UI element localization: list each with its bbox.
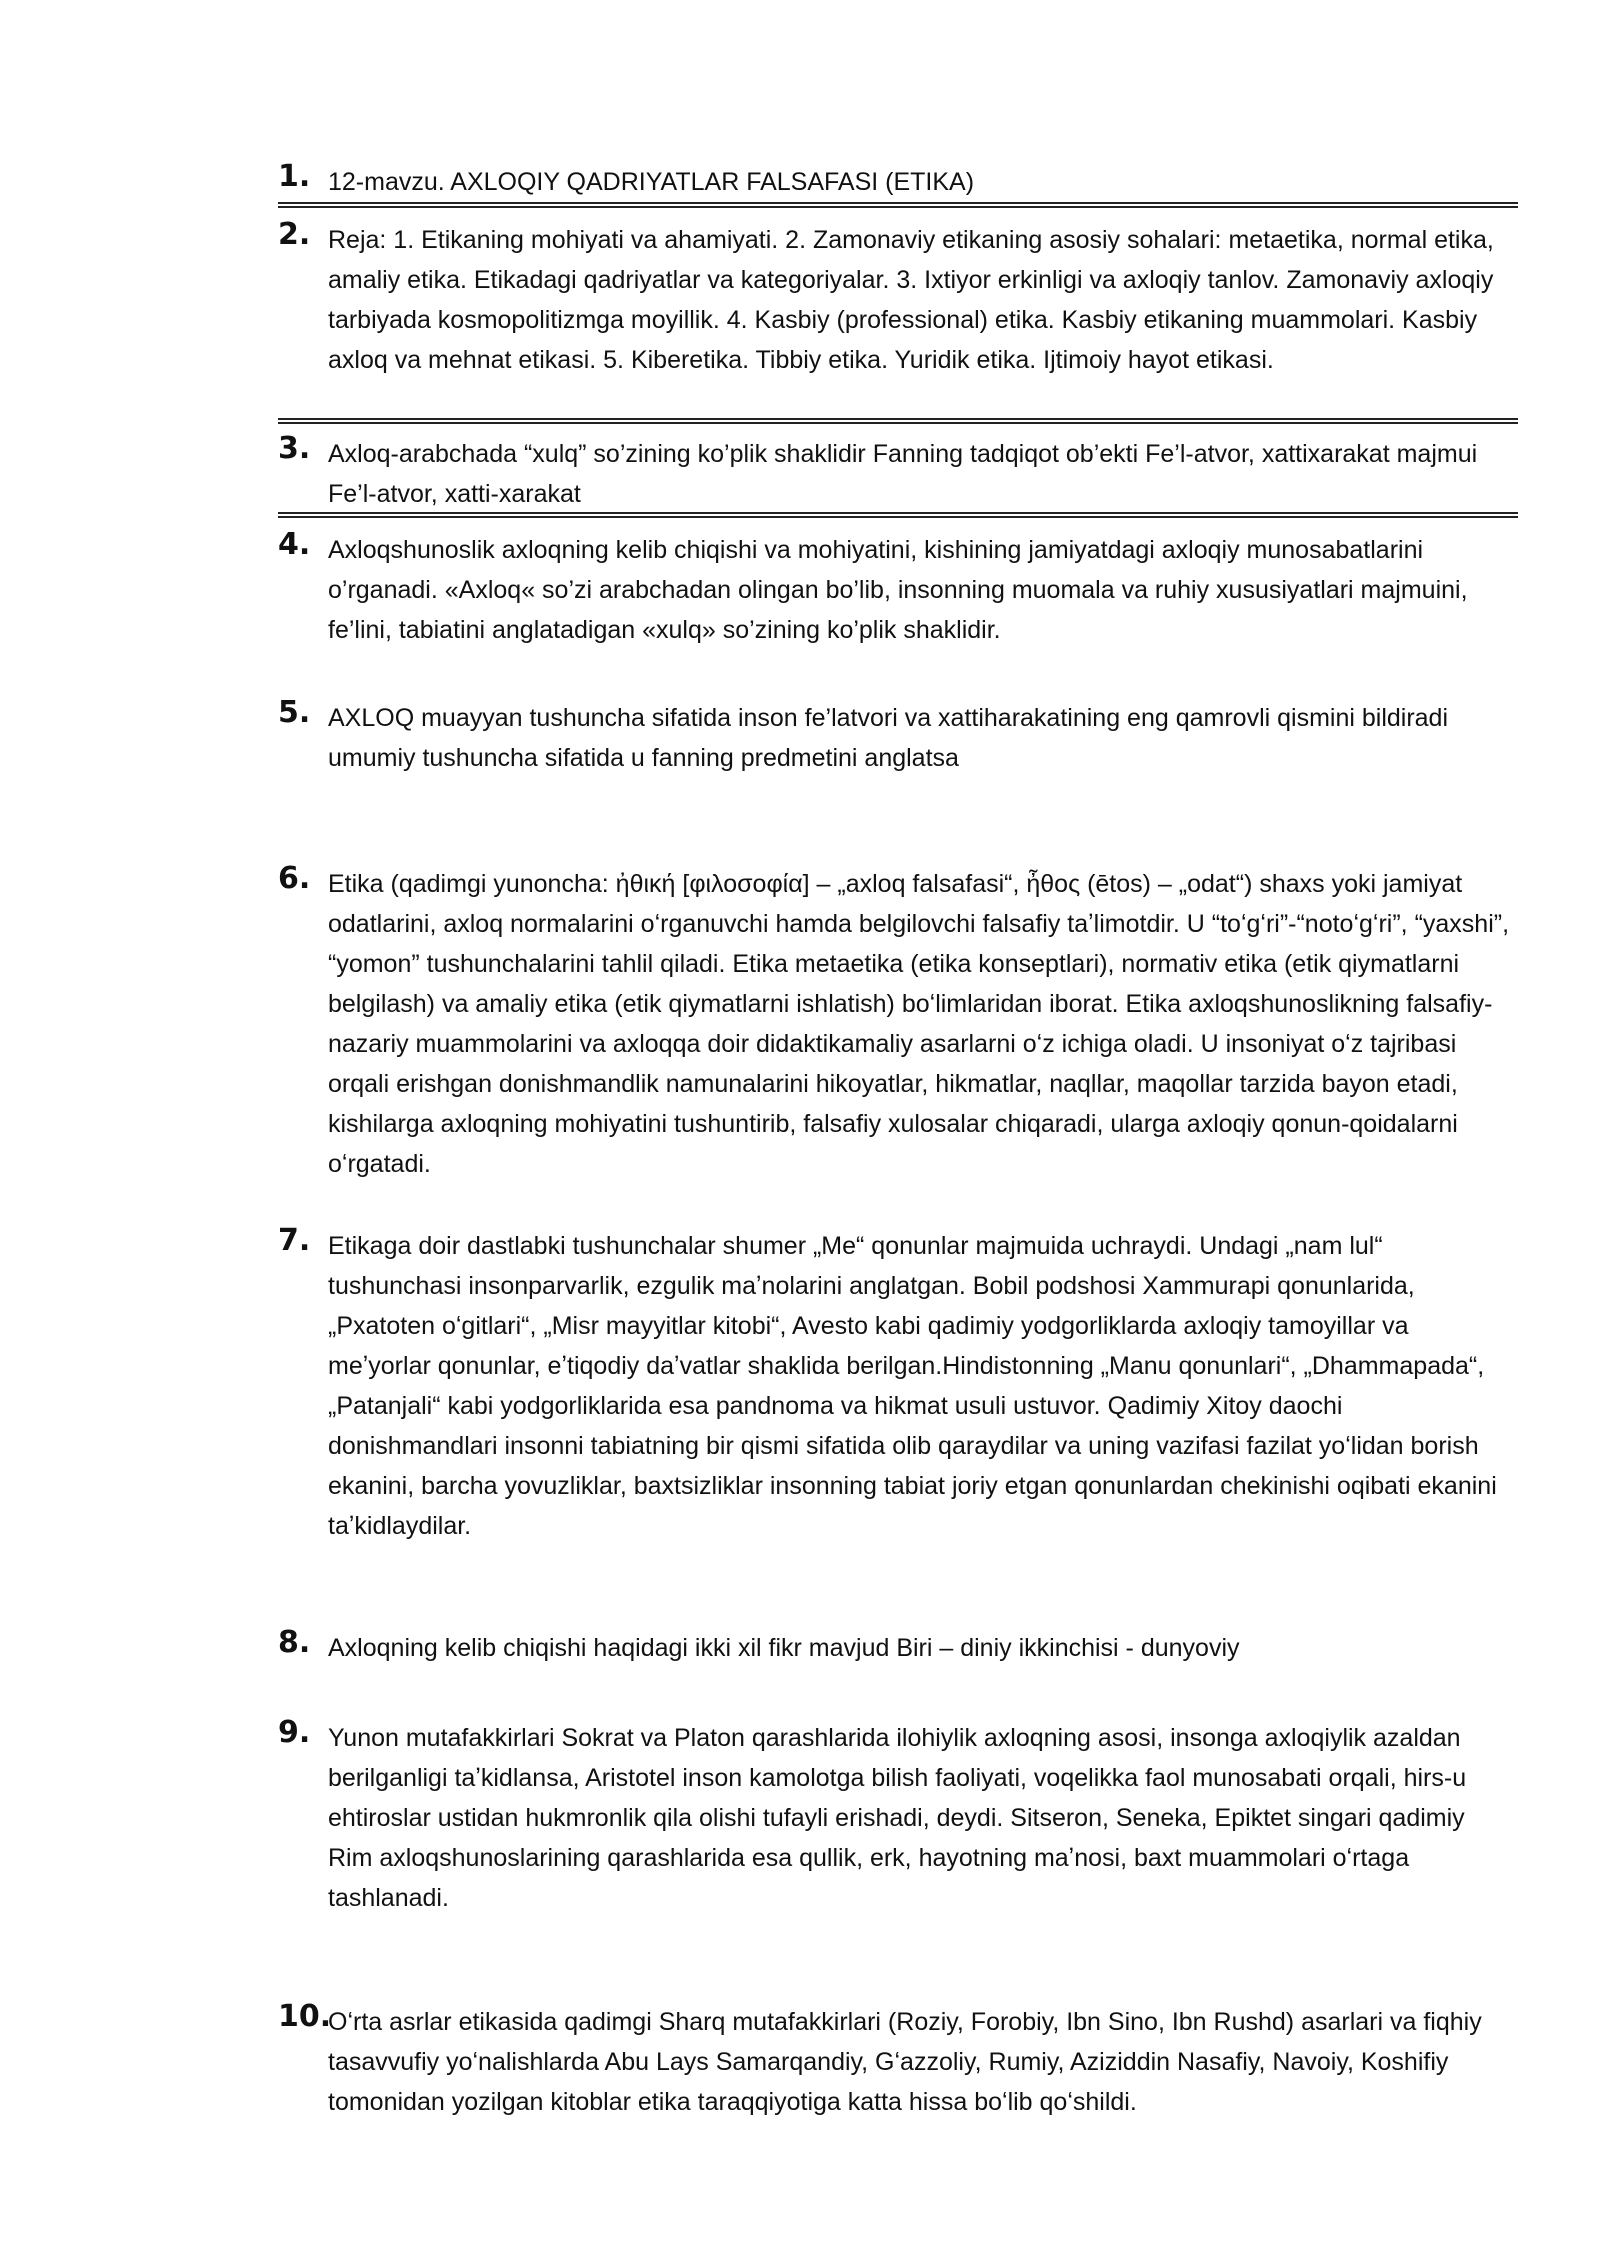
item-number: 8. [278,1625,311,1660]
item-text: Reja: 1. Etikaning mohiyati va ahamiyati. 2. Zamonaviy etikaning asosiy sohalari: metaetika, normal etika, amaliy etika. Etikadagi qadriyatlar va kategoriyalar. 3. Ixtiyor erkinligi va axloqiy tanlov. Zamonaviy axloqiy tarbiyada kosmopolitizmga moyillik. 4. Kasbiy (professional) etika. Kasbiy etikaning muammolari. Kasbiy axloq va mehnat etikasi. 5. Kiberetika. Tibbiy etika. Yuridik etika. Ijtimoiy hayot etikasi. [328,226,1494,374]
item-number: 9. [278,1715,311,1750]
double-rule-separator [278,512,1518,518]
item-text: Oʻrta asrlar etikasida qadimgi Sharq mutafakkirlari (Roziy, Forobiy, Ibn Sino, Ibn Rushd) asarlari va fiqhiy tasavvufiy yoʻnalishlarda Abu Lays Samarqandiy, Gʻazzoliy, Rumiy, Aziziddin Nasafiy, Navoiy, Koshifiy tomonidan yozilgan kitoblar etika taraqqiyotiga katta hissa boʻlib qoʻshildi. [328,2008,1482,2116]
item-number: 3. [278,431,311,466]
item-text: Yunon mutafakkirlari Sokrat va Platon qarashlarida ilohiylik axloqning asosi, insonga axloqiylik azaldan berilganligi taʼkidlansa, Aristotel inson kamolotga bilish faoliyati, voqelikka faol munosabati orqali, hirs-u ehtiroslar ustidan hukmronlik qila olishi tufayli erishadi, deydi. Sitseron, Seneka, Epiktet singari qadimiy Rim axloqshunoslarining qarashlarida esa qullik, erk, hayotning maʼnosi, baxt muammolari oʻrtaga tashlanadi. [328,1724,1467,1912]
item-text: Etikaga doir dastlabki tushunchalar shumer „Me“ qonunlar majmuida uchraydi. Undagi „nam lul“ tushunchasi insonparvarlik, ezgulik maʼnolarini anglatgan. Bobil podshosi Xammurapi qonunlarida, „Pxatoten oʻgitlari“, „Misr mayyitlar kitobi“, Avesto kabi qadimiy yodgorliklarda axloqiy tamoyillar va meʼyorlar qonunlar, eʼtiqodiy daʼvatlar shaklida berilgan.Hindistonning „Manu qonunlari“, „Dhammapada“, „Patanjali“ kabi yodgorliklarida esa pandnoma va hikmat usuli ustuvor. Qadimiy Xitoy daochi donishmandlari insonni tabiatning bir qismi sifatida olib qaraydilar va uning vazifasi fazilat yoʻlidan borish ekanini, barcha yovuzliklar, baxtsizliklar insonning tabiat joriy etgan qonunlardan chekinishi oqibati ekanini taʼkidlaydilar. [328,1232,1497,1540]
item-number: 1. [278,159,311,194]
item-number: 10. [278,1999,332,2034]
item-text: Axloqning kelib chiqishi haqidagi ikki xil fikr mavjud Biri – diniy ikkinchisi - dunyoviy [328,1634,1240,1662]
item-number: 5. [278,695,311,730]
item-number: 4. [278,527,311,562]
item-number: 6. [278,861,311,896]
item-text: AXLOQ muayyan tushuncha sifatida inson fe’latvori va xattiharakatining eng qamrovli qismini bildiradi umumiy tushuncha sifatida u fanning predmetini anglatsa [328,704,1449,772]
item-text: Axloq-arabchada “xulq” so’zining ko’plik shaklidir Fanning tadqiqot ob’ekti Fe’l-atvor, xattixarakat majmui Fe’l-atvor, xatti-xarakat [328,440,1478,508]
double-rule-separator [278,418,1518,424]
item-number: 2. [278,217,311,252]
item-text: Axloqshunoslik axloqning kelib chiqishi va mohiyatini, kishining jamiyatdagi axloqiy munosabatlarini o’rganadi. «Axloq« so’zi arabchadan olingan bo’lib, insonning muomala va ruhiy xususiyatlari majmuini, fe’lini, tabiatini anglatadigan «xulq» so’zining ko’plik shaklidir. [328,536,1468,644]
item-text: 12-mavzu. AXLOQIY QADRIYATLAR FALSAFASI (ETIKA) [328,168,975,196]
item-text: Etika (qadimgi yunoncha: ἠθική [φιλοσοφία] – „axloq falsafasi“, ἦθος (ētos) – „odat“) shaxs yoki jamiyat odatlarini, axloq normalarini oʻrganuvchi hamda belgilovchi falsafiy taʼlimotdir. U “toʻgʻri”-“notoʻgʻri”, “yaxshi”, “yomon” tushunchalarini tahlil qiladi. Etika metaetika (etika konseptlari), normativ etika (etik qiymatlarni belgilash) va amaliy etika (etik qiymatlarni ishlatish) boʻlimlaridan iborat. Etika axloqshunoslikning falsafiy-nazariy muammolarini va axloqqa doir didaktikamaliy asarlarni oʻz ichiga oladi. U insoniyat oʻz tajribasi orqali erishgan donishmandlik namunalarini hikoyatlar, hikmatlar, naqllar, maqollar tarzida bayon etadi, kishilarga axloqning mohiyatini tushuntirib, falsafiy xulosalar chiqaradi, ularga axloqiy qonun-qoidalarni oʻrgatadi. [328,870,1510,1178]
item-number: 7. [278,1223,311,1258]
double-rule-separator [278,202,1518,208]
